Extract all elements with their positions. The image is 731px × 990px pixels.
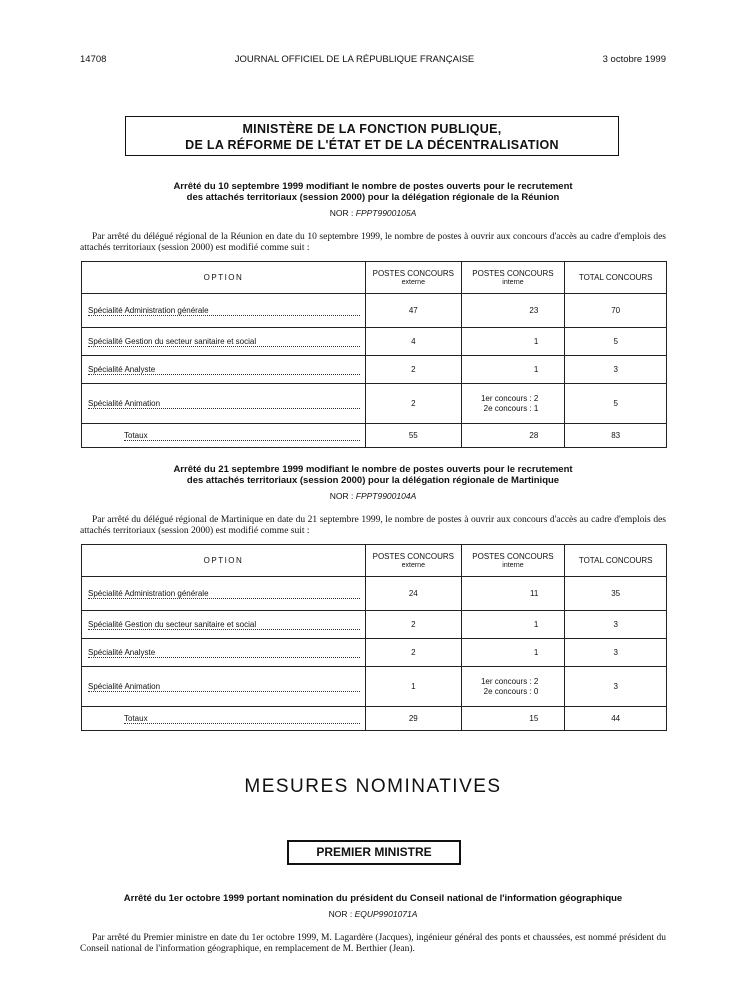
arrete2-paragraph: Par arrêté du délégué régional de Martinique en date du 21 septembre 1999, le nombre de postes à ouvrir aux concours d'accès au cadre d'emplois des attachés territoriaux (session 2000) est modifié comme suit : bbox=[80, 515, 666, 536]
header-total: TOTAL CONCOURS bbox=[565, 545, 667, 577]
page-header bbox=[80, 54, 666, 65]
table-header-row bbox=[82, 262, 667, 294]
arrete2-nor bbox=[80, 491, 666, 501]
ministry-line2: DE LA RÉFORME DE L'ÉTAT ET DE LA DÉCENTRALISATION bbox=[185, 138, 559, 152]
table-row: Spécialité Animation 2 1er concours : 2 2e concours : 1 5 bbox=[82, 384, 667, 424]
table-row: Spécialité Gestion du secteur sanitaire et social 4 1 5 bbox=[82, 328, 667, 356]
table-row: Spécialité Gestion du secteur sanitaire et social 2 1 3 bbox=[82, 611, 667, 639]
header-externe: POSTES CONCOURS externe bbox=[365, 545, 461, 577]
header-interne: POSTES CONCOURS interne bbox=[461, 262, 565, 294]
header-option: OPTION bbox=[82, 545, 366, 577]
table-totals-row: Totaux 55 28 83 bbox=[82, 424, 667, 448]
arrete3-paragraph: Par arrêté du Premier ministre en date du 1er octobre 1999, M. Lagardère (Jacques), ingénieur général des ponts et chaussées, est nommé président du Conseil national de l'information géographique, en remplacement de M. Berthier (Jean). bbox=[80, 933, 666, 954]
nor-label: NOR : bbox=[328, 909, 353, 919]
header-interne: POSTES CONCOURS interne bbox=[461, 545, 565, 577]
arrete1-title-line1: Arrêté du 10 septembre 1999 modifiant le nombre de postes ouverts pour le recrutement bbox=[173, 181, 573, 192]
arrete1-title bbox=[80, 181, 666, 203]
arrete3-nor bbox=[80, 909, 666, 919]
arrete3-title: Arrêté du 1er octobre 1999 portant nomination du président du Conseil national de l'information géographique bbox=[123, 893, 623, 904]
nor-label: NOR : bbox=[329, 491, 354, 501]
journal-title: JOURNAL OFFICIEL DE LA RÉPUBLIQUE FRANÇAISE bbox=[234, 54, 475, 65]
arrete2-title-line1: Arrêté du 21 septembre 1999 modifiant le nombre de postes ouverts pour le recrutement bbox=[173, 464, 573, 475]
table-row: Spécialité Administration générale 47 23 70 bbox=[82, 294, 667, 328]
ministry-heading bbox=[125, 116, 619, 156]
mesures-nominatives-heading: MESURES NOMINATIVES bbox=[244, 776, 502, 797]
table-header-row bbox=[82, 545, 667, 577]
header-externe: POSTES CONCOURS externe bbox=[365, 262, 461, 294]
arrete1-title-line2: des attachés territoriaux (session 2000) pour la délégation régionale de la Réunion bbox=[186, 192, 560, 203]
table-row: Spécialité Analyste 2 1 3 bbox=[82, 639, 667, 667]
ministry-line1: MINISTÈRE DE LA FONCTION PUBLIQUE, bbox=[242, 122, 502, 136]
arrete2-title bbox=[80, 464, 666, 486]
arrete2-title-line2: des attachés territoriaux (session 2000) pour la délégation régionale de Martinique bbox=[186, 475, 560, 486]
table-totals-row: Totaux 29 15 44 bbox=[82, 707, 667, 731]
nor-label: NOR : bbox=[329, 208, 354, 218]
arrete1-nor bbox=[80, 208, 666, 218]
issue-date: 3 octobre 1999 bbox=[602, 54, 666, 65]
arrete1-table bbox=[81, 261, 667, 448]
arrete2-table bbox=[81, 544, 667, 731]
header-total: TOTAL CONCOURS bbox=[565, 262, 667, 294]
premier-ministre-heading: PREMIER MINISTRE bbox=[287, 840, 461, 865]
nor-code: FPPT9900105A bbox=[355, 208, 417, 218]
table-row: Spécialité Administration générale 24 11 35 bbox=[82, 577, 667, 611]
nor-code: FPPT9900104A bbox=[355, 491, 417, 501]
arrete1-paragraph: Par arrêté du délégué régional de la Réunion en date du 10 septembre 1999, le nombre de postes à ouvrir aux concours d'accès au cadre d'emplois des attachés territoriaux (session 2000) est modifié comme suit : bbox=[80, 232, 666, 253]
table-row: Spécialité Animation 1 1er concours : 2 2e concours : 0 3 bbox=[82, 667, 667, 707]
page-number: 14708 bbox=[80, 54, 107, 65]
header-option: OPTION bbox=[82, 262, 366, 294]
nor-code: EQUP9901071A bbox=[354, 909, 418, 919]
table-row: Spécialité Analyste 2 1 3 bbox=[82, 356, 667, 384]
